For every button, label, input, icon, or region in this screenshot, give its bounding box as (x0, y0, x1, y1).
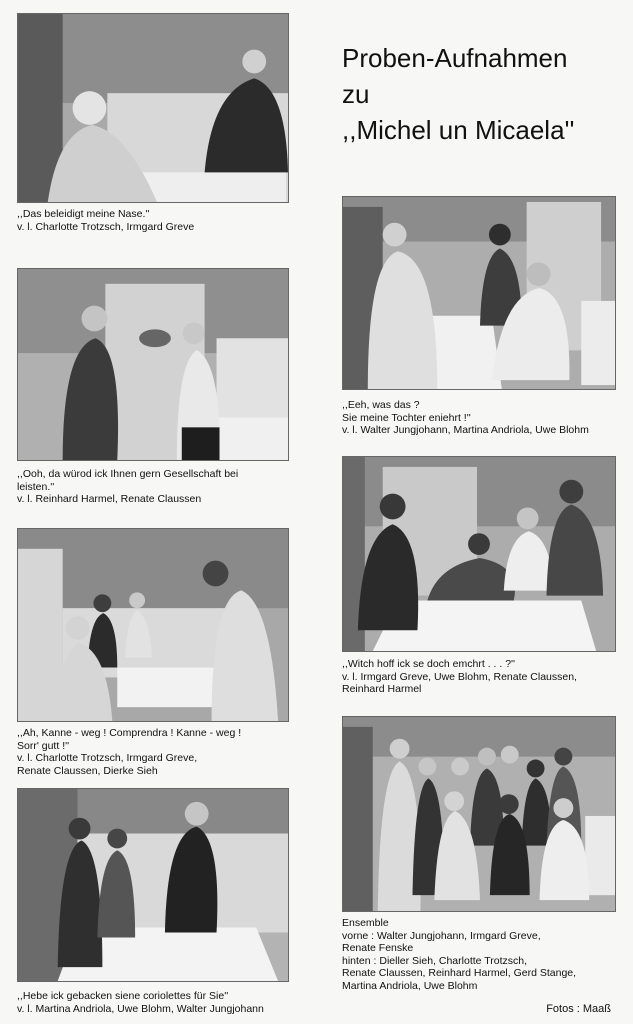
photo-door-man-woman (17, 268, 289, 461)
photo-caption: ,,Ooh, da würod ick Ihnen gern Gesellschaft bei leisten.'' v. l. Reinhard Harmel, Renate Claussen (17, 468, 239, 505)
photo-kitchen-man-couple (342, 196, 616, 390)
photo-ensemble (342, 716, 616, 912)
photo-caption: ,,Witch hoff ick se doch emchrt . . . ?'' v. l. Irmgard Greve, Uwe Blohm, Renate Claussen, Reinhard Harmel (342, 658, 577, 695)
photo-caption: ,,Hebe ick gebacken siene coriolettes für Sie'' v. l. Martina Andriola, Uwe Blohm, Walter Jungjohann (17, 990, 264, 1015)
title-line: Proben-Aufnahmen (342, 43, 568, 73)
photo-caption: Ensemble vorne : Walter Jungjohann, Irmgard Greve, Renate Fenske hinten : Dieller Sieh, Charlotte Trotzsch, Renate Claussen, Reinhard Harmel, Gerd Stange, Martina Andriola, Uwe Blohm (342, 917, 577, 992)
photo-caption: ,,Ah, Kanne - weg ! Comprendra ! Kanne - weg ! Sorr' gutt !'' v. l. Charlotte Trotzsch, Irmgard Greve, Renate Claussen, Dierke Sieh (17, 727, 242, 777)
photo-credit: Fotos : Maaß (546, 1003, 611, 1015)
page-title (342, 40, 622, 148)
photo-kitchen-two-women (17, 13, 289, 203)
photo-caption: ,,Eeh, was das ? Sie meine Tochter eniehrt !'' v. l. Walter Jungjohann, Martina Andriola, Uwe Blohm (342, 399, 589, 436)
photo-table-four (342, 456, 616, 652)
title-line: zu (342, 79, 370, 109)
photo-kitchen-group (17, 528, 289, 722)
title-line: ,,Michel un Micaela'' (342, 115, 575, 145)
photo-caption: ,,Das beleidigt meine Nase.'' v. l. Charlotte Trotzsch, Irmgard Greve (17, 208, 195, 233)
photo-table-three (17, 788, 289, 982)
